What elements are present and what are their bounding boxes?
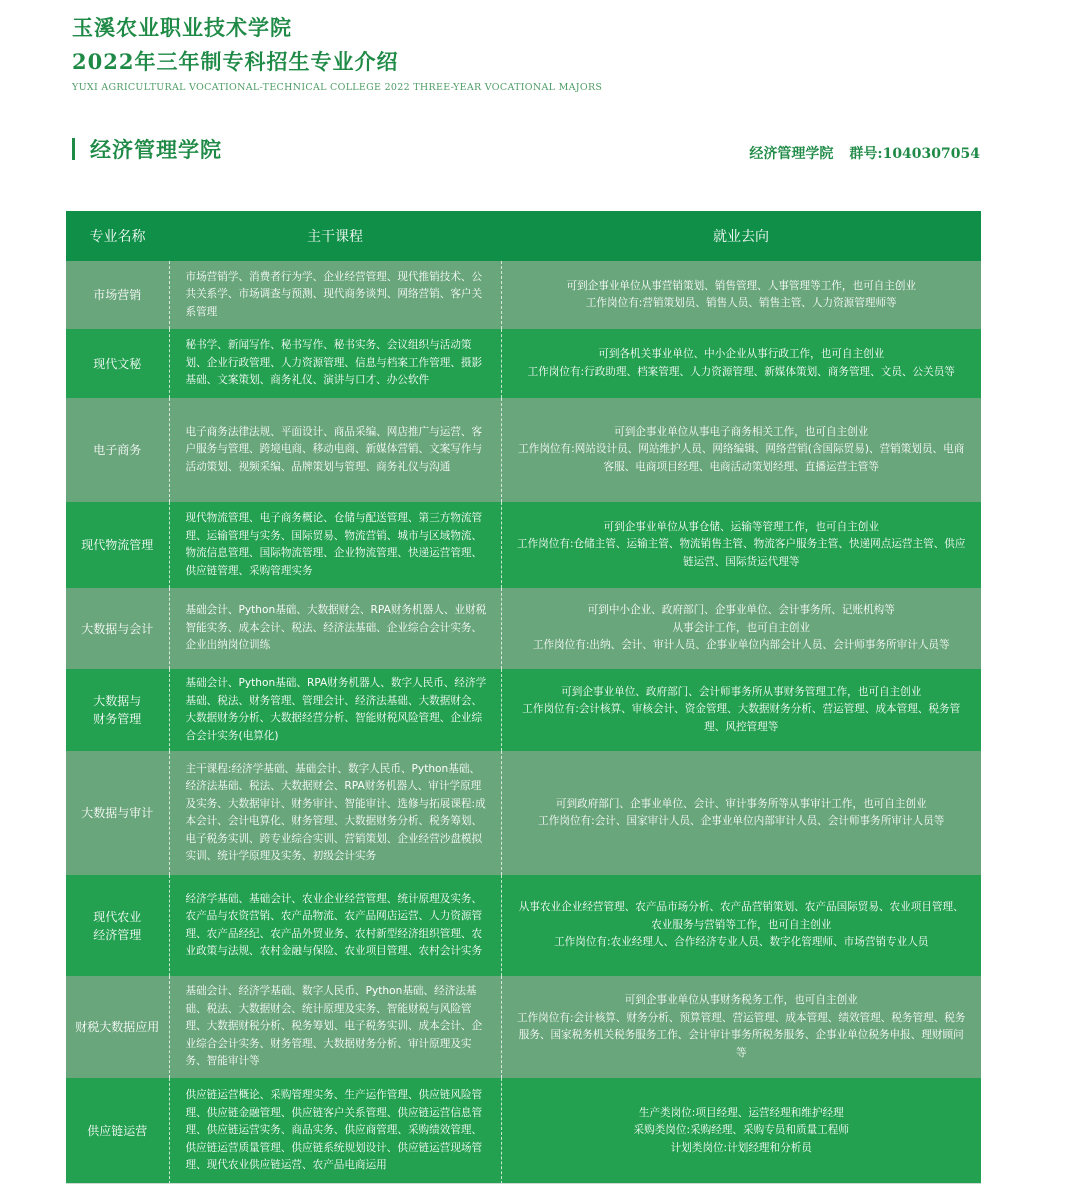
career-line: 工作岗位有:会计核算、审核会计、资金管理、大数据财务分析、营运管理、成本管理、税务管理、风控管理等 [522,703,961,733]
major-name-line: 市场营销 [93,288,142,302]
core-courses-cell: 基础会计、Python基础、RPA财务机器人、数字人民币、经济学基础、税法、财务管理、管理会计、经济法基础、大数据财会、大数据财务分析、大数据经营分析、智能财税风险管理、企业综合会计实务(电算化) [169,669,501,751]
major-name-cell [66,502,169,588]
major-name-line: 大数据与 [93,694,142,708]
brochure-title: 2022年三年制专科招生专业介绍 [72,49,399,74]
core-courses-cell: 电子商务法律法规、平面设计、商品采编、网店推广与运营、客户服务与管理、跨境电商、移动电商、新媒体营销、文案写作与活动策划、视频采编、品牌策划与管理、商务礼仪与沟通 [169,398,501,502]
major-name-cell [66,875,169,976]
career-cell [501,261,981,329]
college-title: 玉溪农业职业技术学院 [72,15,292,40]
table-row [66,329,981,398]
career-line: 工作岗位有:出纳、会计、审计人员、企事业单位内部会计人员、会计师事务所审计人员等 [532,639,950,652]
major-name-line: 供应链运营 [87,1124,148,1138]
career-line: 从事会计工作，也可自主创业 [672,621,811,634]
career-cell [501,1078,981,1184]
career-cell [501,398,981,502]
group-label: 经济管理学院 [749,146,834,162]
major-name-line: 财税大数据应用 [75,1020,160,1034]
majors-table [66,211,981,1184]
career-line: 可到企事业单位从事电子商务相关工作，也可自主创业 [614,425,869,438]
career-line: 可到中小企业、政府部门、企事业单位、会计事务所、记账机构等 [587,604,895,617]
career-line: 可到各机关事业单位、中小企业从事行政工作，也可自主创业 [598,348,885,360]
major-name-cell [66,261,169,329]
column-header-courses: 主干课程 [169,211,501,261]
core-courses-cell: 秘书学、新闻写作、秘书写作、秘书实务、会议组织与活动策划、企业行政管理、人力资源管理、信息与档案工作管理、摄影基础、文案策划、商务礼仪、演讲与口才、办公软件 [169,329,501,398]
bottom-divider [66,1183,981,1184]
core-courses-cell: 主干课程:经济学基础、基础会计、数字人民币、Python基础、经济法基础、税法、大数据财会、RPA财务机器人、审计学原理及实务、大数据审计、财务审计、智能审计、选修与拓展课程:成本会计、会计电算化、财务管理、大数据财务分析、税务筹划、电子税务实训、跨专业综合实训、营销策划、企业经营沙盘模拟实训、统计学原理及实务、初级会计实务 [169,751,501,875]
career-line: 可到企事业单位从事仓储、运输等管理工作，也可自主创业 [603,520,879,533]
career-line: 工作岗位有:会计核算、财务分析、预算管理、营运管理、成本管理、绩效管理、税务管理、税务服务、国家税务机关税务服务工作、会计审计事务所税务服务、企事业单位税务申报、理财顾问等 [516,1011,966,1059]
major-name-line: 现代农业 [93,909,142,924]
major-name-cell [66,398,169,502]
major-name-cell [66,1078,169,1184]
english-subtitle: YUXI AGRICULTURAL VOCATIONAL-TECHNICAL COLLEGE 2022 THREE-YEAR VOCATIONAL MAJORS [72,82,603,93]
table-row [66,875,981,976]
career-line: 工作岗位有:网站设计员、网站维护人员、网络编辑、网络营销(含国际贸易)、营销策划员、电商客服、电商项目经理、电商活动策划经理、直播运营主管等 [518,443,965,473]
core-courses-cell: 经济学基础、基础会计、农业企业经营管理、统计原理及实务、农产品与农资营销、农产品物流、农产品网店运营、人力资源管理、农产品经纪、农产品外贸业务、农村新型经济组织管理、农业政策与法规、农村金融与保险、农业项目管理、农村会计实务 [169,875,501,976]
core-courses-cell: 基础会计、经济学基础、数字人民币、Python基础、经济法基础、税法、大数据财会、统计原理及实务、智能财税与风险管理、大数据财税分析、税务筹划、电子税务实训、成本会计、企业综合会计实务、财务管理、大数据财务分析、审计原理及实务、智能审计等 [169,976,501,1078]
table-row [66,976,981,1078]
major-name-line: 大数据与会计 [81,621,154,636]
career-cell [501,588,981,669]
table-body [66,261,981,1184]
major-name-cell [66,329,169,398]
table-row [66,751,981,875]
table-row [66,588,981,669]
career-cell [501,875,981,976]
career-line: 可到企事业单位从事营销策划、销售管理、人事管理等工作，也可自主创业 [566,279,917,292]
career-line: 工作岗位有:会计、国家审计人员、企事业单位内部审计人员、会计师事务所审计人员等 [538,815,945,827]
career-line: 从事农业企业经营管理、农产品市场分析、农产品营销策划、农产品国际贸易、农业项目管理、农业服务与营销等工作，也可自主创业 [518,901,964,931]
career-line: 可到企事业单位、政府部门、会计师事务所从事财务管理工作，也可自主创业 [561,685,922,698]
career-line: 工作岗位有:农业经理人、合作经济专业人员、数字化管理师、市场营销专业人员 [554,936,929,949]
career-line: 工作岗位有:仓储主管、运输主管、物流销售主管、物流客户服务主管、快递网点运营主管、供应链运营、国际货运代理等 [516,538,966,568]
career-line: 计划类岗位:计划经理和分析员 [670,1141,812,1154]
section-title: 经济管理学院 [90,137,222,162]
table-header-row [66,211,981,261]
group-number: 群号:1040307054 [849,146,980,162]
core-courses-cell: 市场营销学、消费者行为学、企业经营管理、现代推销技术、公共关系学、市场调查与预测、现代商务谈判、网络营销、客户关系管理 [169,261,501,329]
major-name-cell [66,976,169,1078]
table-row [66,398,981,502]
career-line: 采购类岗位:采购经理、采购专员和质量工程师 [633,1124,849,1137]
core-courses-cell: 供应链运营概论、采购管理实务、生产运作管理、供应链风险管理、供应链金融管理、供应链客户关系管理、供应链运营信息管理、供应链运营实务、商品实务、供应商管理、采购绩效管理、供应链运营质量管理、供应链系统规划设计、供应链运营现场管理、现代农业供应链运营、农产品电商运用 [169,1078,501,1184]
column-header-career: 就业去向 [501,211,981,261]
major-name-line: 现代文秘 [93,356,142,371]
major-name-line: 电子商务 [93,443,142,457]
group-info [749,143,980,163]
major-name-cell [66,669,169,751]
section-accent-bar [72,138,75,160]
career-cell [501,329,981,398]
table-row [66,502,981,588]
major-name-cell [66,751,169,875]
career-line: 工作岗位有:营销策划员、销售人员、销售主管、人力资源管理师等 [585,297,897,309]
major-name-line: 经济管理 [93,927,142,942]
major-name-line: 现代物流管理 [81,538,154,552]
table-row [66,261,981,329]
career-line: 可到企事业单位从事财务税务工作，也可自主创业 [624,994,858,1006]
career-cell [501,502,981,588]
career-line: 可到政府部门、企事业单位、会计、审计事务所等从事审计工作，也可自主创业 [555,797,927,810]
core-courses-cell: 现代物流管理、电子商务概论、仓储与配送管理、第三方物流管理、运输管理与实务、国际贸易、物流营销、城市与区域物流、物流信息管理、国际物流管理、企业物流管理、快递运营管理、供应链管理、采购管理实务 [169,502,501,588]
career-cell [501,976,981,1078]
career-cell [501,669,981,751]
major-name-line: 财务管理 [93,712,142,726]
career-cell [501,751,981,875]
career-line: 生产类岗位:项目经理、运营经理和维护经理 [638,1106,844,1119]
major-name-cell [66,588,169,669]
table-row [66,669,981,751]
column-header-major: 专业名称 [66,211,169,261]
table-row [66,1078,981,1184]
major-name-line: 大数据与审计 [81,806,154,820]
career-line: 工作岗位有:行政助理、档案管理、人力资源管理、新媒体策划、商务管理、文员、公关员等 [527,365,955,378]
core-courses-cell: 基础会计、Python基础、大数据财会、RPA财务机器人、业财税智能实务、成本会计、税法、经济法基础、企业综合会计实务、企业出纳岗位训练 [169,588,501,669]
